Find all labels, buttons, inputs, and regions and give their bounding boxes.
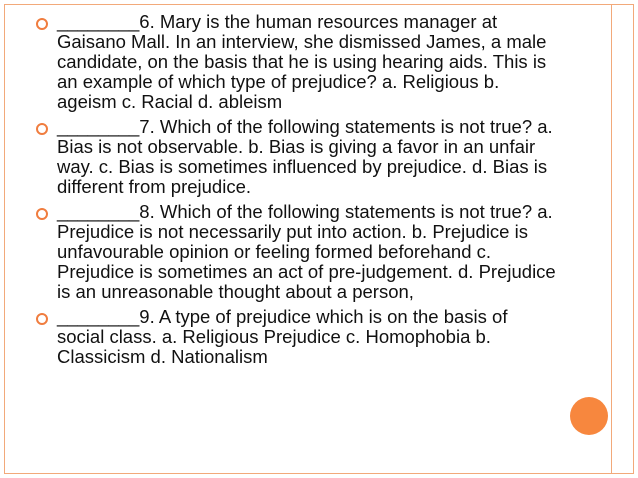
slide-right-band bbox=[611, 4, 612, 474]
decorative-orange-circle-icon bbox=[570, 397, 608, 435]
question-item-8 bbox=[36, 202, 556, 302]
question-text-9: ________9. A type of prejudice which is on the basis of social class. a. Religious Prejudice c. Homophobia b. Classicism d. Nationalism bbox=[57, 306, 508, 367]
question-list bbox=[36, 12, 556, 372]
question-text-6: ________6. Mary is the human resources manager at Gaisano Mall. In an interview, she dismissed James, a male candidate, on the basis that he is using hearing aids. This is an example of which type of prejudice? a. Religious b. ageism c. Racial d. ableism bbox=[57, 11, 547, 112]
question-text-8: ________8. Which of the following statements is not true? a. Prejudice is not necessarily put into action. b. Prejudice is unfavourable opinion or feeling formed beforehand c. Prejudice is sometimes an act of pre-judgement. d. Prejudice is an unreasonable thought about a person, bbox=[57, 201, 556, 302]
circle-bullet-icon bbox=[36, 18, 48, 30]
question-text-7: ________7. Which of the following statements is not true? a. Bias is not observable. b. Bias is giving a favor in an unfair way. c. Bias is sometimes influenced by prejudice. d. Bias is different from prejudice. bbox=[57, 116, 553, 197]
circle-bullet-icon bbox=[36, 123, 48, 135]
question-item-9 bbox=[36, 307, 556, 367]
circle-bullet-icon bbox=[36, 208, 48, 220]
circle-bullet-icon bbox=[36, 313, 48, 325]
question-item-7 bbox=[36, 117, 556, 197]
question-item-6 bbox=[36, 12, 556, 112]
